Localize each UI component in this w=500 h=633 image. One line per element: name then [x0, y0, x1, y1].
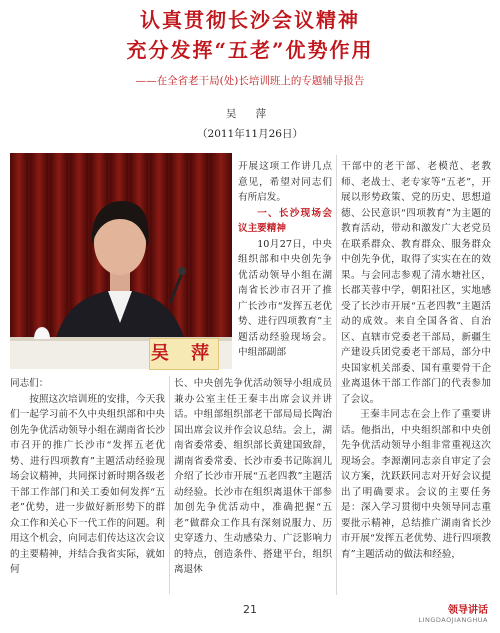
column-divider [169, 376, 170, 594]
section-brand [418, 601, 488, 624]
article-title-line1: 认真贯彻长沙会议精神 [140, 8, 360, 32]
speaker-photo [10, 153, 232, 369]
paragraph: 长、中央创先争优活动领导小组成员兼办公室主任王秦丰出席会议并讲话。中组部组织部老干部局局长陶治国出席会议并作会议总结。会上，湖南省委常委、组织部长黄建国致辞，湖南省委常委、长沙市委书记陈润儿介绍了长沙市开展“五老四教”主题活动经验。长沙市在组织离退休干部参加创先争优活动中，准确把握“五老”做群众工作具有深刻说服力、历史穿透力、生动感染力、广泛影响力的特点，创造条件、搭建平台，组织离退休 [174, 378, 332, 575]
page-number: 21 [243, 603, 257, 616]
salutation: 同志们： [10, 378, 49, 389]
article-column-b [174, 376, 332, 578]
article-column-d [341, 159, 491, 562]
paragraph: 王秦丰同志在会上作了重要讲话。他指出，中央组织部和中央创先争优活动领导小组非常重视这次现场会。李源潮同志亲自审定了会议方案，沈跃跃同志对开好会议提出了明确要求。会议的主要任务是：深入学习贯彻中央领导同志重要批示精神，总结推广湖南省长沙市开展“发挥五老优势、进行四项教育”主题活动的做法和经验， [341, 409, 491, 560]
speaker-name-tag: 吴 萍 [149, 338, 219, 370]
brand-pinyin: LINGDAOJIANGHUA [418, 616, 488, 624]
article-date: （2011年11月26日） [197, 128, 303, 140]
article-column-a [238, 159, 332, 361]
paragraph: 开展这项工作讲几点意见，希望对同志们有所启发。 [238, 161, 332, 203]
brand-title: 领导讲话 [448, 605, 488, 616]
column-divider [336, 155, 337, 595]
article-column-c [10, 376, 165, 578]
author-name: 吴 萍 [225, 108, 275, 120]
paragraph: 10月27日，中央组织部和中央创先争优活动领导小组在湖南省长沙市召开了推广长沙市“发挥五老优势、进行四项教育”主题活动经验现场会。中组部副部 [238, 238, 332, 358]
article-title-line2: 充分发挥“五老”优势作用 [126, 38, 374, 62]
article-subtitle: ——在全省老干局(处)长培训班上的专题辅导报告 [135, 75, 365, 87]
paragraph: 干部中的老干部、老模范、老教师、老战士、老专家等“五老”，开展以形势政策、党的历史、思想道德、公民意识“四项教育”为主题的教育活动，带动和激发广大老党员在联系群众、教育群众、服务群众中创先争优，取得了实实在在的效果。与会同志参观了清水塘社区，长郡芙蓉中学，朝阳社区，实地感受了长沙市开展“五老四教”主题活动的成效。来自全国各省、自治区、直辖市党委老干部局，新疆生产建设兵团党委老干部局，部分中央国家机关部委、国有重要骨干企业离退休干部工作部门的代表参加了会议。 [341, 161, 491, 405]
paragraph: 按照这次培训班的安排，今天我们一起学习前不久中央组织部和中央创先争优活动领导小组在湖南省长沙市召开的推广长沙市“发挥五老优势、进行四项教育”主题活动经验现场会议精神，共同探讨新时期各级老干部工作部门和关工委如何发挥“五老”优势，进一步做好新形势下的群众工作和关心下一代工作的问题。利用这个机会，向同志们传达这次会议的主要精神，并结合我省实际，就如何 [10, 393, 165, 575]
section-heading: 一、长沙现场会议主要精神 [238, 207, 332, 234]
